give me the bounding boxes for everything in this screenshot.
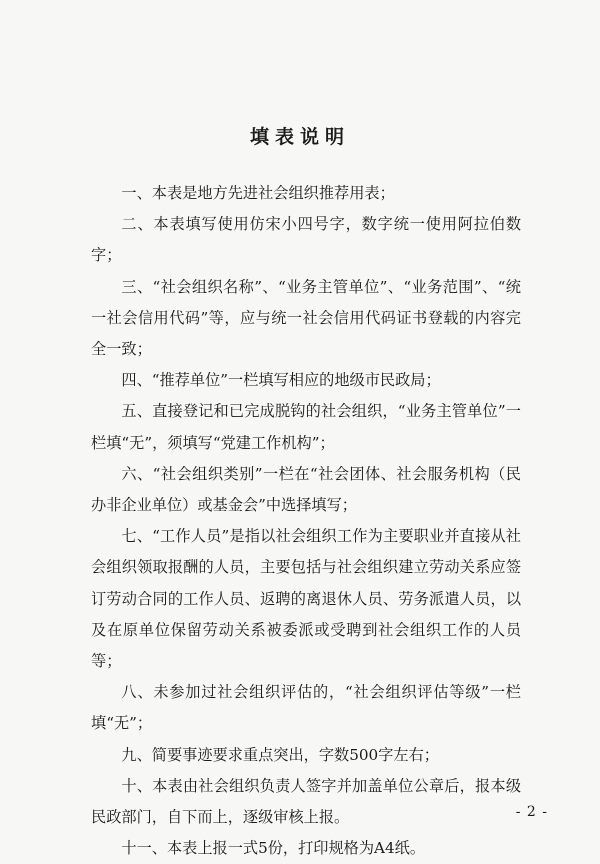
page-title: 填表说明 — [249, 126, 350, 148]
instruction-item-11: 十一、本表上报一式5份，打印规格为A4纸。 — [121, 839, 426, 858]
instruction-item-6: 六、“社会组织类别”一栏在“社会团体、社会服务机构（民办非企业单位）或基金会”中选择填写； — [91, 464, 521, 515]
page-number: - 2 - — [515, 804, 548, 820]
instruction-item-3: 三、“社会组织名称”、“业务主管单位”、“业务范围”、“统一社会信用代码”等，应与统一社会信用代码证书登载的内容完全一致； — [91, 277, 521, 359]
instruction-item-10: 十、本表由社会组织负责人签字并加盖单位公章后，报本级民政部门，自下而上，逐级审核上报。 — [91, 776, 521, 827]
instructions-list — [91, 178, 521, 864]
instruction-item-7: 七、“工作人员”是指以社会组织工作为主要职业并直接从社会组织领取报酬的人员，主要包括与社会组织建立劳动关系应签订劳动合同的工作人员、返聘的离退休人员、劳务派遣人员，以及在原单位保留劳动关系被委派或受聘到社会组织工作的人员等； — [91, 527, 521, 671]
instruction-item-9: 九、简要事迹要求重点突出，字数500字左右； — [121, 745, 439, 764]
instruction-item-1: 一、本表是地方先进社会组织推荐用表； — [121, 184, 395, 202]
instruction-item-4: 四、“推荐单位”一栏填写相应的地级市民政局； — [121, 371, 441, 390]
instruction-item-8: 八、未参加过社会组织评估的，“社会组织评估等级”一栏填“无”； — [91, 683, 521, 733]
instruction-item-5: 五、直接登记和已完成脱钩的社会组织，“业务主管单位”一栏填“无”，须填写“党建工作机构”； — [91, 402, 521, 452]
instruction-item-2: 二、本表填写使用仿宋小四号字，数字统一使用阿拉伯数字； — [91, 215, 521, 265]
